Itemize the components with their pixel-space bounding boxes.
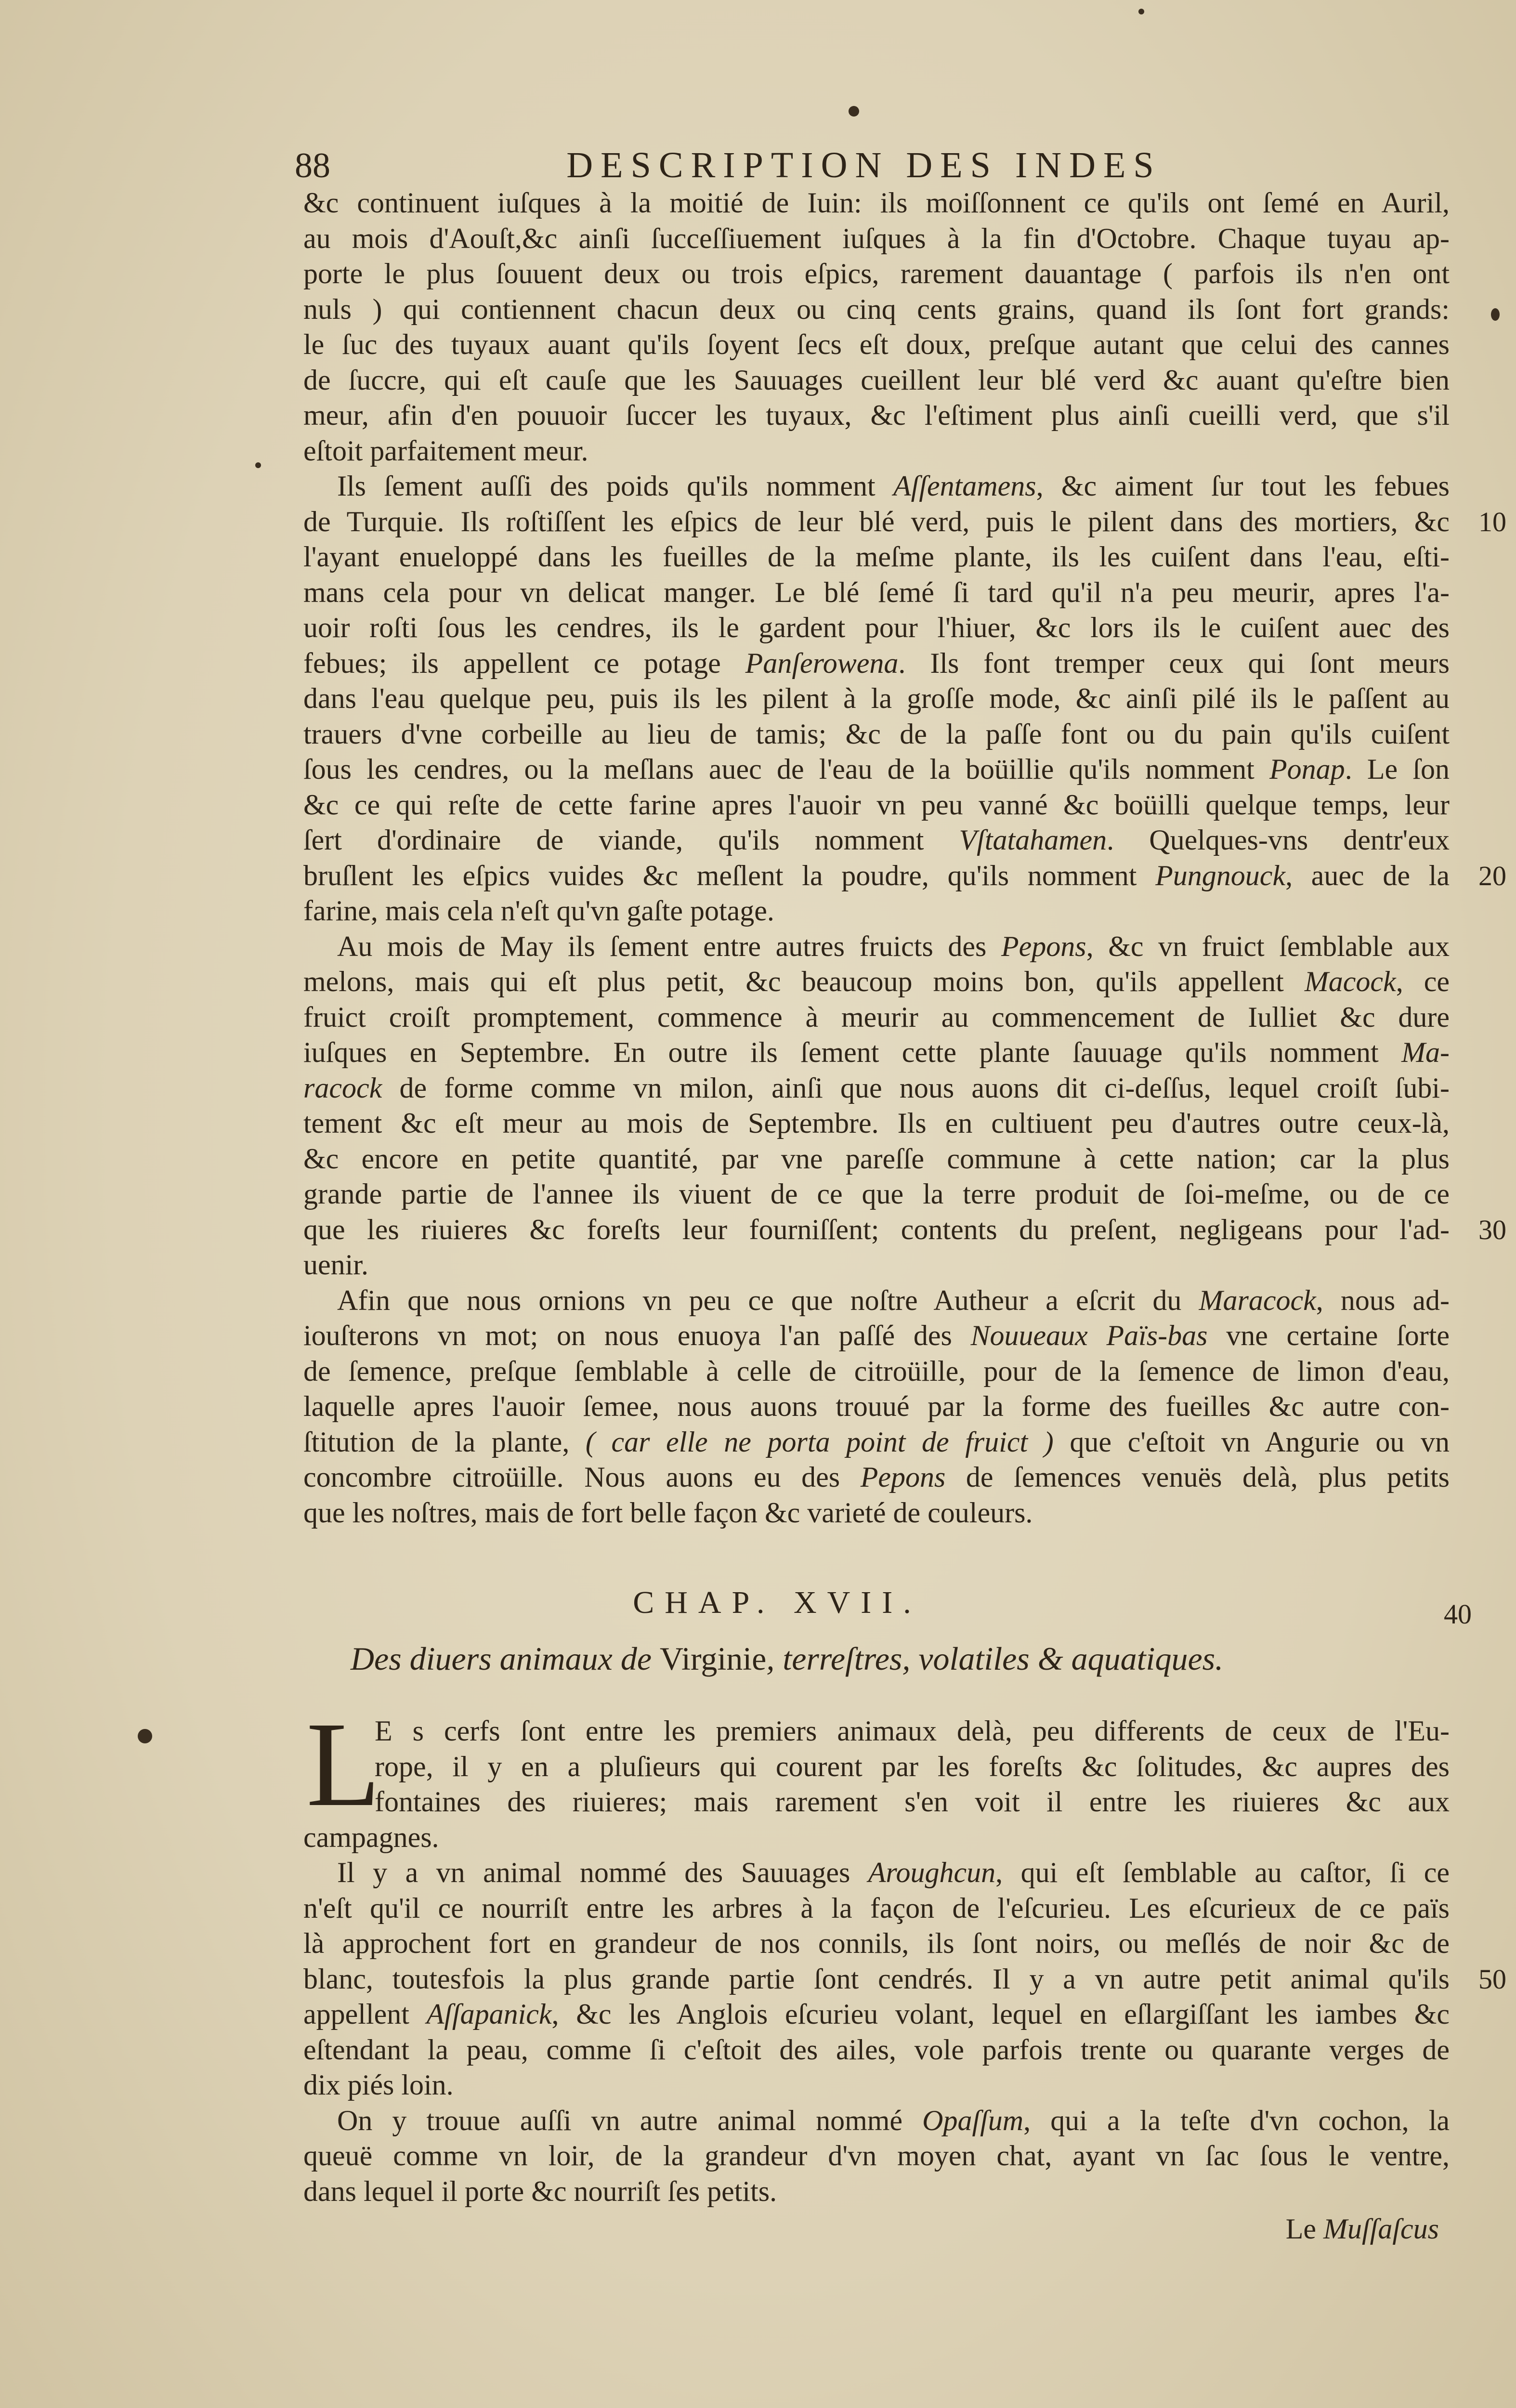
- margin-line-number: 20: [1478, 860, 1506, 891]
- text-line: [303, 2103, 1450, 2139]
- text-segment: blanc, toutesfois la plus grande partie ſont cendrés. Il y a vn autre petit animal qu'ils: [303, 1963, 1450, 1995]
- text-segment: , &c vn fruict ſemblable aux: [1086, 930, 1450, 962]
- text-line: [303, 1425, 1450, 1460]
- text-segment: melons, mais qui eſt plus petit, &c beaucoup moins bon, qu'ils appellent: [303, 966, 1305, 997]
- text-line: [303, 1318, 1450, 1354]
- text-segment: , nous ad-: [1316, 1284, 1450, 1316]
- text-segment: que les noſtres, mais de fort belle façon &c varieté de couleurs.: [303, 1496, 1033, 1529]
- text-segment: , ce: [1396, 966, 1450, 997]
- text-segment: n'eſt qu'il ce nourriſt entre les arbres à la façon de l'eſcurieu. Les eſcurieux de ce païs: [303, 1892, 1450, 1924]
- text-segment: que c'eſtoit vn Angurie ou vn: [1053, 1426, 1450, 1458]
- text-segment: laquelle apres l'auoir ſemee, nous auons trouué par la forme des fueilles &c autre con-: [303, 1390, 1450, 1422]
- text-line: [303, 398, 1450, 433]
- text-segment: de ſemences venuës delà, plus petits: [945, 1461, 1450, 1493]
- italic-term: ( car elle ne porta point de fruict ): [585, 1426, 1054, 1458]
- text-line: [303, 1247, 1450, 1283]
- page-number: 88: [295, 146, 330, 185]
- running-title: DESCRIPTION DES INDES: [566, 145, 1162, 185]
- text-line: [303, 1071, 1450, 1106]
- text-segment: , qui a la teſte d'vn cochon, la: [1023, 2104, 1450, 2136]
- text-line: [303, 2174, 1450, 2210]
- catchword: [1286, 2212, 1439, 2246]
- text-segment: vne certaine ſorte: [1207, 1320, 1450, 1351]
- text-segment: de forme comme vn milon, ainſi que nous auons dit ci-deſſus, lequel croiſt ſubi-: [382, 1072, 1450, 1104]
- text-line: [303, 858, 1506, 894]
- text-line: [303, 363, 1450, 398]
- text-segment: eſtoit parfaitement meur.: [303, 434, 588, 467]
- italic-term: Aroughcun: [868, 1857, 996, 1888]
- catchword-italic: Muſſaſcus: [1323, 2213, 1439, 2245]
- text-line: [303, 717, 1450, 752]
- text-line: [303, 1926, 1450, 1962]
- text-line: [303, 221, 1450, 257]
- text-segment: Au mois de May ils ſement entre autres fruicts des: [337, 930, 1001, 962]
- text-line: [303, 752, 1450, 787]
- text-segment: campagnes.: [303, 1821, 439, 1853]
- text-line: [303, 2032, 1450, 2068]
- text-segment: E s cerfs ſont entre les premiers animaux delà, peu differents de ceux de l'Eu-: [375, 1715, 1450, 1747]
- text-segment: le ſuc des tuyaux auant qu'ils ſoyent ſecs eſt doux, preſque autant que celui des cannes: [303, 328, 1450, 360]
- text-line: [303, 823, 1450, 858]
- text-line: [303, 1283, 1450, 1319]
- text-segment: , auec de la: [1285, 859, 1450, 891]
- text-segment: nuls ) qui contiennent chacun deux ou cinq cents grains, quand ils ſont fort grands:: [303, 293, 1450, 325]
- text-line: [303, 185, 1450, 221]
- chapter-title-part: Des diuers animaux de: [350, 1640, 660, 1677]
- text-line: [303, 327, 1450, 363]
- text-segment: . Quelques-vns dentr'eux: [1107, 824, 1450, 856]
- text-segment: eſtendant la peau, comme ſi c'eſtoit des ailes, vole parfois trente ou quarante verges de: [303, 2033, 1450, 2066]
- text-segment: , &c aiment ſur tout les febues: [1036, 470, 1450, 502]
- text-segment: iuſques en Septembre. En outre ils ſement cette plante ſauuage qu'ils nomment: [303, 1036, 1402, 1068]
- text-segment: tement &c eſt meur au mois de Septembre. Ils en cultiuent peu d'autres outre ceux-là,: [303, 1107, 1450, 1139]
- text-segment: &c ce qui reſte de cette farine apres l'auoir vn peu vanné &c boüilli quelque temps, leur: [303, 788, 1450, 821]
- text-line: [303, 1855, 1450, 1891]
- text-block-top: [303, 185, 1506, 1531]
- text-segment: &c continuent iuſques à la moitié de Iuin: ils moiſſonnent ce qu'ils ont ſemé en Auril,: [303, 187, 1450, 219]
- italic-term: Maracock: [1199, 1284, 1316, 1316]
- text-line: [303, 504, 1506, 540]
- text-line: [303, 1000, 1450, 1035]
- text-line: [303, 1035, 1450, 1071]
- text-segment: ſtitution de la plante,: [303, 1426, 586, 1458]
- text-segment: uoir roſti ſous les cendres, ils le gardent pour l'hiuer, &c lors ils le cuiſent auec des: [303, 612, 1450, 643]
- text-line: [303, 1784, 1450, 1820]
- text-line: [303, 1354, 1450, 1389]
- text-line: [303, 681, 1450, 717]
- text-line: [303, 292, 1450, 327]
- text-segment: . Le ſon: [1345, 753, 1450, 785]
- text-line: [303, 469, 1450, 504]
- italic-term: Ponap: [1269, 753, 1345, 785]
- text-segment: farine, mais cela n'eſt qu'vn gaſte potage.: [303, 895, 774, 927]
- text-segment: febues; ils appellent ce potage: [303, 647, 745, 679]
- text-segment: queuë comme vn loir, de la grandeur d'vn moyen chat, ayant vn ſac ſous le ventre,: [303, 2140, 1450, 2172]
- text-line: [303, 610, 1450, 646]
- text-segment: grande partie de l'annee ils viuent de ce que la terre produit de ſoi-meſme, ou de ce: [303, 1178, 1450, 1210]
- text-line: [303, 256, 1450, 292]
- text-line: [303, 1495, 1450, 1531]
- italic-term: Aſſapanick: [426, 1998, 552, 2030]
- text-line: [303, 1460, 1450, 1495]
- text-segment: l'ayant enueloppé dans les fueilles de la meſme plante, ils les cuiſent dans l'eau, eſti-: [303, 541, 1450, 573]
- text-line: [303, 1714, 1450, 1749]
- text-segment: mans cela pour vn delicat manger. Le blé ſemé ſi tard qu'il n'a peu meurir, apres l'a-: [303, 576, 1450, 608]
- text-segment: fontaines des riuieres; mais rarement s'en voit il entre les riuieres &c aux: [375, 1786, 1450, 1818]
- text-line: [303, 1212, 1506, 1248]
- text-segment: Il y a vn animal nommé des Sauuages: [337, 1857, 868, 1888]
- text-segment: dans lequel il porte &c nourriſt ſes petits.: [303, 2175, 777, 2207]
- chapter-title: [0, 1640, 1516, 1678]
- italic-term: Pungnouck: [1155, 859, 1286, 891]
- chapter-title-part: , terreſtres, volatiles & aquatiques.: [766, 1640, 1224, 1677]
- text-line: [303, 1389, 1450, 1425]
- margin-line-number: 50: [1478, 1963, 1506, 1995]
- text-segment: porte le plus ſouuent deux ou trois eſpics, rarement dauantage ( parfois ils n'en ont: [303, 258, 1450, 289]
- text-segment: iouſterons vn mot; on nous enuoya l'an paſſé des: [303, 1320, 971, 1351]
- text-line: [303, 539, 1450, 575]
- text-segment: trauers d'vne corbeille au lieu de tamis; &c de la paſſe font ou du pain qu'ils cuiſent: [303, 718, 1450, 750]
- text-segment: ſous les cendres, ou la meſlans auec de l'eau de la boüillie qu'ils nomment: [303, 753, 1270, 785]
- text-line: [303, 2138, 1450, 2174]
- text-line: [303, 787, 1450, 823]
- text-segment: de ſuccre, qui eſt cauſe que les Sauuages cueillent leur blé verd &c auant qu'eſtre bien: [303, 364, 1450, 396]
- text-segment: dix piés loin.: [303, 2069, 454, 2101]
- text-line: [303, 1820, 1450, 1856]
- text-line: [303, 575, 1450, 611]
- text-line: [303, 433, 1450, 469]
- text-line: [303, 1962, 1506, 1997]
- text-segment: . Ils font tremper ceux qui ſont meurs: [898, 647, 1450, 679]
- italic-term: Macock: [1304, 966, 1396, 997]
- text-line: [303, 2068, 1450, 2103]
- text-line: [303, 1177, 1450, 1212]
- italic-term: Ma-: [1401, 1036, 1450, 1068]
- text-segment: Afin que nous ornions vn peu ce que noſtre Autheur a eſcrit du: [337, 1284, 1199, 1316]
- text-segment: dans l'eau quelque peu, puis ils les pilent à la groſſe mode, &c ainſi pilé ils le paſſent au: [303, 682, 1450, 714]
- text-segment: bruſlent les eſpics vuides &c meſlent la poudre, qu'ils nomment: [303, 859, 1156, 891]
- italic-term: Nouueaux Païs-bas: [970, 1320, 1208, 1351]
- text-segment: appellent: [303, 1998, 427, 2030]
- margin-line-number: 40: [1444, 1598, 1472, 1630]
- text-line: [303, 1997, 1450, 2032]
- text-segment: On y trouue auſſi vn autre animal nommé: [337, 2104, 923, 2136]
- margin-line-number: 30: [1478, 1214, 1506, 1245]
- italic-term: Panſerowena: [745, 647, 899, 679]
- text-segment: au mois d'Aouſt,&c ainſi ſucceſſiuement iuſques à la fin d'Octobre. Chaque tuyau ap-: [303, 222, 1450, 254]
- text-line: [303, 1106, 1450, 1141]
- chapter-title-place: Virginie: [660, 1640, 767, 1677]
- italic-term: Pepons: [860, 1461, 946, 1493]
- text-line: [303, 893, 1450, 929]
- text-line: [303, 646, 1450, 681]
- margin-line-number: 10: [1478, 506, 1506, 537]
- drop-capital: L: [306, 1697, 380, 1832]
- text-segment: , qui eſt ſemblable au caſtor, ſi ce: [995, 1857, 1450, 1888]
- text-segment: là approchent fort en grandeur de nos connils, ils ſont noirs, ou meſlés de noir &c de: [303, 1927, 1450, 1959]
- text-segment: de Turquie. Ils roſtiſſent les eſpics de leur blé verd, puis le pilent dans des mortiers, &c: [303, 505, 1450, 537]
- text-segment: &c encore en petite quantité, par vne pareſſe commune à cette nation; car la plus: [303, 1142, 1450, 1175]
- text-segment: Ils ſement auſſi des poids qu'ils nomment: [337, 470, 893, 502]
- text-line: [303, 929, 1450, 965]
- italic-term: Pepons: [1001, 930, 1086, 962]
- italic-term: Opaſſum: [922, 2104, 1024, 2136]
- text-segment: que les riuieres &c foreſts leur fourniſſent; contents du preſent, negligeans pour l'ad-: [303, 1213, 1450, 1245]
- chapter-heading: CHAP. XVII.: [633, 1585, 922, 1620]
- text-segment: fruict croiſt promptement, commence à meurir au commencement de Iulliet &c dure: [303, 1001, 1450, 1033]
- text-segment: rope, il y en a pluſieurs qui courent par les foreſts &c ſolitudes, &c aupres des: [375, 1750, 1450, 1782]
- text-line: [303, 1141, 1450, 1177]
- text-line: [303, 1749, 1450, 1785]
- text-line: [303, 964, 1450, 1000]
- italic-term: Vſtatahamen: [959, 824, 1107, 856]
- italic-term: Aſſentamens: [893, 470, 1036, 502]
- text-segment: , &c les Anglois eſcurieu volant, lequel en eſlargiſſant les iambes &c: [551, 1998, 1450, 2030]
- text-segment: uenir.: [303, 1249, 368, 1281]
- text-block-bottom: [303, 1714, 1506, 2209]
- text-line: [303, 1891, 1450, 1926]
- text-segment: ſert d'ordinaire de viande, qu'ils nomment: [303, 824, 959, 856]
- page-header: [295, 144, 1460, 186]
- italic-term: racock: [303, 1072, 382, 1104]
- text-segment: meur, afin d'en pouuoir ſuccer les tuyaux, &c l'eſtiment plus ainſi cueilli verd, que s'il: [303, 399, 1450, 431]
- text-segment: concombre citroüille. Nous auons eu des: [303, 1461, 861, 1493]
- text-segment: de ſemence, preſque ſemblable à celle de citroüille, pour de la ſemence de limon d'eau,: [303, 1355, 1450, 1387]
- catchword-roman: Le: [1285, 2213, 1324, 2245]
